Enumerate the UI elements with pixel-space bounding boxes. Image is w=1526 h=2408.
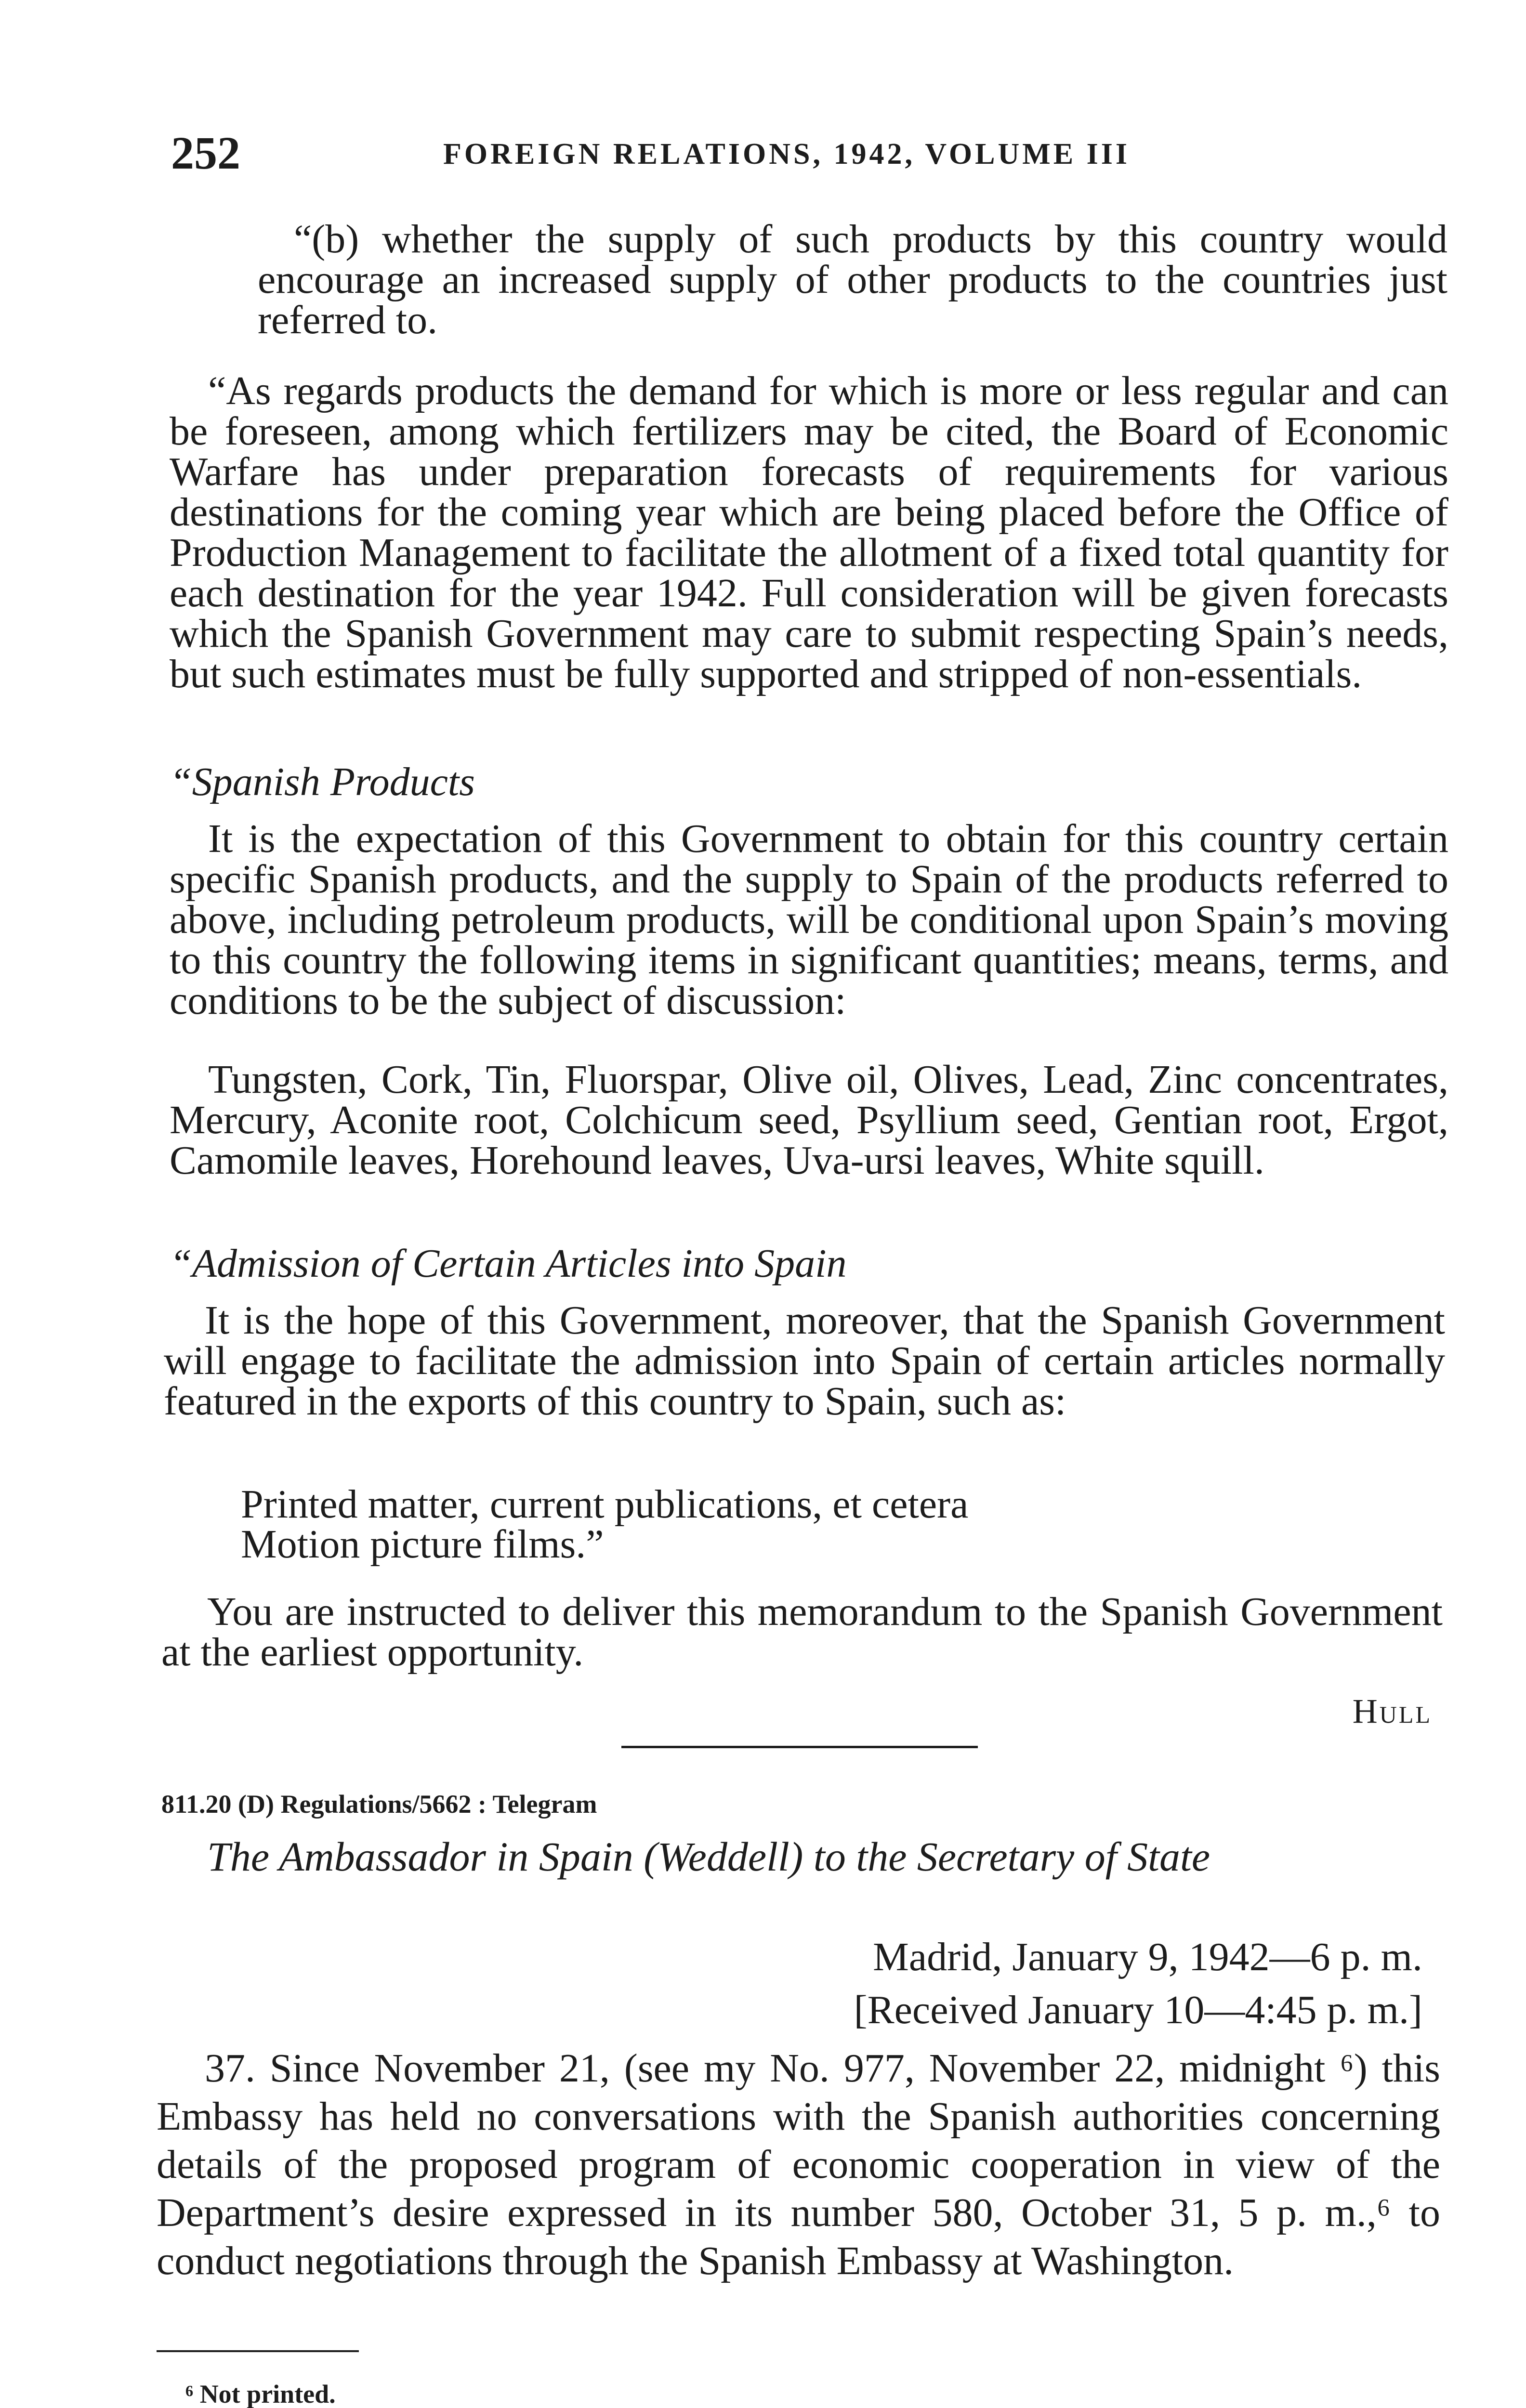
signature: Hull	[1352, 1692, 1432, 1730]
telegram-body: 37. Since November 21, (see my No. 977, November 22, midnight ⁶) this Embassy has held no conversations with the Spanish authorities concerning details of the proposed program of economic cooperation in view of the Department’s desire expressed in its number 580, October 31, 5 p. m.,⁶ to conduct negotiations through the Spanish Embassy at Washington.	[157, 2046, 1440, 2283]
paragraph-hope: It is the hope of this Government, moreover, that the Spanish Government will engage to facilitate the admission into Spain of certain articles normally featured in the exports of this country to Spain, such as:	[164, 1298, 1445, 1424]
document-title: The Ambassador in Spain (Weddell) to the Secretary of State	[207, 1833, 1210, 1880]
file-reference: 811.20 (D) Regulations/5662 : Telegram	[161, 1790, 597, 1819]
paragraph-regular-products: “As regards products the demand for which is more or less regular and can be foreseen, among which fertilizers may be cited, the Board of Economic Warfare has under preparation forecasts of requirements for various destinations for the coming year which are being placed before the Office of Production Management to facilitate the allotment of a fixed total quantity for each destination for the year 1942. Full consideration will be given forecasts which the Spanish Government may care to submit respecting Spain’s needs, but such estimates must be fully supported and stripped of non-essentials.	[170, 368, 1448, 696]
received-line: [Received January 10—4:45 p. m.]	[854, 1988, 1422, 2032]
items-list: Tungsten, Cork, Tin, Fluorspar, Olive oil, Olives, Lead, Zinc concentrates, Mercury, Aconite root, Colchicum seed, Psyllium seed, Gentian root, Ergot, Camomile leaves, Horehound leaves, Uva-ursi leaves, White squill.	[170, 1057, 1448, 1183]
article-printed-matter: Printed matter, current publications, et cetera	[241, 1482, 969, 1527]
footnote-rule	[157, 2350, 359, 2352]
heading-spanish-products: “Spanish Products	[170, 759, 475, 804]
section-divider	[621, 1746, 978, 1748]
paragraph-expectation: It is the expectation of this Government to obtain for this country certain specific Spanish products, and the supply to Spain of the products referred to above, including petroleum products, will be conditional upon Spain’s moving to this country the following items in significant quantities; means, terms, and conditions to be the subject of discussion:	[170, 816, 1448, 1023]
paragraph-b: “(b) whether the supply of such products by this country would encourage an increased supply of other products to the countries just referred to.	[258, 217, 1447, 342]
footnote: ⁶ Not printed.	[185, 2380, 336, 2408]
page-number: 252	[171, 127, 240, 179]
article-motion-pictures: Motion picture films.”	[241, 1522, 604, 1567]
running-title: FOREIGN RELATIONS, 1942, VOLUME III	[443, 138, 1130, 170]
dateline: Madrid, January 9, 1942—6 p. m.	[873, 1935, 1422, 1979]
instruction-paragraph: You are instructed to deliver this memorandum to the Spanish Government at the earliest opportunity.	[161, 1589, 1443, 1675]
heading-admission: “Admission of Certain Articles into Spain	[170, 1241, 847, 1286]
